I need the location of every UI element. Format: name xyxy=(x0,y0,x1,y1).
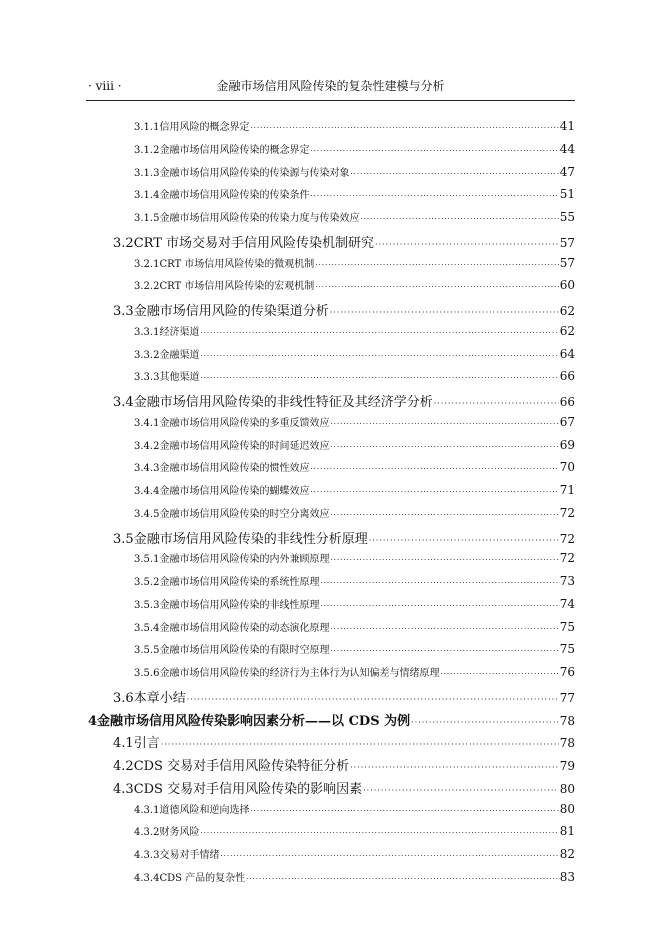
toc-entry-page: 72 xyxy=(559,551,575,565)
dot-leader xyxy=(315,261,558,269)
dot-leader xyxy=(315,283,558,291)
toc-entry-title: 金融市场信用风险传染的非线性分析原理 xyxy=(133,532,368,547)
toc-entry xyxy=(134,186,575,206)
toc-entry-number: 4.3.1 xyxy=(134,805,160,816)
toc-entry xyxy=(134,414,575,434)
dot-leader xyxy=(411,718,559,727)
toc-entry xyxy=(113,528,575,548)
dot-leader xyxy=(320,579,558,587)
toc-entry-number: 3.1.1 xyxy=(134,122,160,133)
dot-leader xyxy=(330,511,558,519)
toc-entry-page: 80 xyxy=(559,782,575,796)
toc-entry-title: 金融市场信用风险传染的传染源与传染对象 xyxy=(159,168,350,179)
toc-entry xyxy=(134,550,575,570)
toc-entry xyxy=(134,459,575,479)
toc-entry-page: 41 xyxy=(559,119,575,133)
toc-entry-number: 3.2.1 xyxy=(134,259,160,270)
toc-entry-title: 金融渠道 xyxy=(159,350,200,361)
toc-entry xyxy=(134,641,575,661)
toc-entry-number: 3.3.2 xyxy=(134,350,160,361)
toc-entry-page: 66 xyxy=(559,369,575,383)
page-number: · viii · xyxy=(88,79,122,93)
toc-entry-title: 经济渠道 xyxy=(159,327,200,338)
toc-entry xyxy=(113,778,575,798)
toc-entry-title: 金融市场信用风险传染的时空分离效应 xyxy=(159,509,330,520)
dot-leader xyxy=(330,647,558,655)
toc-entry xyxy=(134,346,575,366)
toc-entry-title: CRT 市场交易对手信用风险传染机制研究 xyxy=(133,236,374,251)
toc-entry-page: 70 xyxy=(559,460,575,474)
toc-entry-number: 4 xyxy=(88,714,98,729)
toc-entry-number: 3.1.3 xyxy=(134,168,160,179)
toc-entry-number: 3.5.5 xyxy=(134,645,160,656)
dot-leader xyxy=(360,215,558,223)
toc-entry-page: 62 xyxy=(559,304,575,318)
dot-leader xyxy=(310,465,558,473)
toc-entry-title: CRT 市场信用风险传染的微观机制 xyxy=(159,259,315,270)
toc-entry-number: 3.6 xyxy=(113,691,134,706)
toc-entry-number: 3.4.1 xyxy=(134,418,160,429)
toc-entry-page: 79 xyxy=(559,759,575,773)
toc-entry-number: 3.2 xyxy=(113,236,134,251)
toc-entry-page: 75 xyxy=(559,620,575,634)
toc-entry-number: 3.3.3 xyxy=(134,372,160,383)
toc-entry xyxy=(134,368,575,388)
toc-entry-page: 78 xyxy=(559,714,575,728)
dot-leader xyxy=(200,829,558,837)
toc-entry xyxy=(134,482,575,502)
toc-entry xyxy=(134,505,575,525)
toc-entry-number: 3.1.2 xyxy=(134,145,160,156)
toc-entry-number: 4.3.2 xyxy=(134,827,160,838)
dot-leader xyxy=(350,763,559,772)
toc-entry-page: 44 xyxy=(559,142,575,156)
toc-entry xyxy=(134,323,575,343)
header-rule xyxy=(86,100,575,101)
toc-entry-page: 57 xyxy=(559,256,575,270)
toc-entry-page: 64 xyxy=(559,347,575,361)
dot-leader xyxy=(363,786,559,795)
toc-entry-title: 金融市场信用风险传染的传染条件 xyxy=(159,190,310,201)
toc-entry-page: 80 xyxy=(559,802,575,816)
toc-entry xyxy=(134,437,575,457)
toc-entry-page: 72 xyxy=(559,506,575,520)
toc-entry-title: 金融市场信用风险传染影响因素分析——以 CDS 为例 xyxy=(97,714,411,729)
toc-entry-title: 本章小结 xyxy=(133,691,186,706)
toc-entry-title: CDS 产品的复杂性 xyxy=(159,873,246,884)
dot-leader xyxy=(369,536,559,545)
toc-entry-page: 75 xyxy=(559,642,575,656)
toc-entry-number: 3.4.2 xyxy=(134,441,160,452)
book-title: 金融市场信用风险传染的复杂性建模与分析 xyxy=(216,79,445,93)
toc-entry-page: 77 xyxy=(559,691,575,705)
toc-entry-number: 3.5 xyxy=(113,532,134,547)
dot-leader xyxy=(310,488,558,496)
toc-entry xyxy=(134,846,575,866)
toc-entry-title: 金融市场信用风险传染的有限时空原理 xyxy=(159,645,330,656)
toc-entry-title: CDS 交易对手信用风险传染特征分析 xyxy=(133,759,350,774)
toc-entry xyxy=(113,687,575,707)
toc-entry xyxy=(134,255,575,275)
toc-entry-number: 3.5.4 xyxy=(134,623,160,634)
toc-entry xyxy=(134,664,575,684)
toc-entry-number: 3.5.2 xyxy=(134,577,160,588)
toc-entry-number: 4.3 xyxy=(113,782,134,797)
toc-entry xyxy=(134,869,575,889)
toc-entry-page: 55 xyxy=(559,210,575,224)
dot-leader xyxy=(200,352,558,360)
toc-entry-page: 82 xyxy=(559,847,575,861)
toc-entry-title: 交易对手情绪 xyxy=(159,850,220,861)
toc-entry-title: 金融市场信用风险传染的系统性原理 xyxy=(159,577,320,588)
toc-entry-page: 62 xyxy=(559,324,575,338)
toc-entry-title: 金融市场信用风险传染的概念界定 xyxy=(159,145,310,156)
toc-entry xyxy=(134,573,575,593)
toc-entry xyxy=(113,300,575,320)
dot-leader xyxy=(220,852,558,860)
toc-entry-number: 3.5.1 xyxy=(134,554,160,565)
toc-entry-title: 金融市场信用风险传染的动态演化原理 xyxy=(159,623,330,634)
toc-entry-page: 78 xyxy=(559,736,575,750)
toc-entry-number: 3.4.4 xyxy=(134,486,160,497)
toc-entry xyxy=(134,596,575,616)
toc-entry-page: 83 xyxy=(559,870,575,884)
toc-entry-number: 4.3.3 xyxy=(134,850,160,861)
toc-entry-page: 69 xyxy=(559,438,575,452)
toc-entry xyxy=(134,619,575,639)
dot-leader xyxy=(200,374,558,382)
toc-entry-number: 4.3.4 xyxy=(134,873,160,884)
toc-entry-number: 3.4 xyxy=(113,395,134,410)
toc-entry-title: 金融市场信用风险的传染渠道分析 xyxy=(133,304,329,319)
dot-leader xyxy=(161,740,559,749)
toc-entry-page: 51 xyxy=(559,187,575,201)
toc-entry-page: 47 xyxy=(559,165,575,179)
dot-leader xyxy=(434,399,559,408)
dot-leader xyxy=(187,695,559,704)
toc-entry-page: 71 xyxy=(559,483,575,497)
toc-entry-page: 74 xyxy=(559,597,575,611)
dot-leader xyxy=(246,875,559,883)
toc-entry-title: 金融市场信用风险传染的蝴蝶效应 xyxy=(159,486,310,497)
toc-entry xyxy=(113,391,575,411)
toc-entry-page: 67 xyxy=(559,415,575,429)
toc-entry xyxy=(113,755,575,775)
toc-entry xyxy=(134,277,575,297)
dot-leader xyxy=(310,147,558,155)
toc-entry-number: 3.5.3 xyxy=(134,600,160,611)
toc-entry-title: 金融市场信用风险传染的多重反馈效应 xyxy=(159,418,330,429)
toc-entry-title: 其他渠道 xyxy=(159,372,200,383)
toc-entry-title: CRT 市场信用风险传染的宏观机制 xyxy=(159,281,315,292)
toc-entry-number: 3.4.5 xyxy=(134,509,160,520)
toc-entry-title: 道德风险和逆向选择 xyxy=(159,805,250,816)
toc-entry-title: CDS 交易对手信用风险传染的影响因素 xyxy=(133,782,363,797)
toc-entry-number: 3.1.4 xyxy=(134,190,160,201)
toc-entry-number: 4.2 xyxy=(113,759,134,774)
toc-entry-number: 3.5.6 xyxy=(134,668,160,679)
toc-entry-title: 财务风险 xyxy=(159,827,200,838)
dot-leader xyxy=(250,124,558,132)
toc-entry xyxy=(134,209,575,229)
dot-leader xyxy=(330,443,558,451)
toc-entry-title: 金融市场信用风险传染的时间延迟效应 xyxy=(159,441,330,452)
toc-entry-number: 3.3.1 xyxy=(134,327,160,338)
toc-entry-page: 66 xyxy=(559,395,575,409)
toc-entry-page: 57 xyxy=(559,236,575,250)
toc-entry-title: 金融市场信用风险传染的经济行为主体行为认知偏差与情绪原理 xyxy=(159,668,440,679)
toc-entry xyxy=(134,801,575,821)
dot-leader xyxy=(330,420,558,428)
dot-leader xyxy=(350,170,558,178)
toc-entry-title: 引言 xyxy=(133,736,160,751)
dot-leader xyxy=(440,670,558,678)
toc-entry xyxy=(88,710,575,730)
toc-entry-page: 76 xyxy=(559,665,575,679)
toc-entry-number: 3.1.5 xyxy=(134,213,160,224)
toc-entry-title: 金融市场信用风险传染的惯性效应 xyxy=(159,463,310,474)
toc-entry xyxy=(134,164,575,184)
dot-leader xyxy=(375,240,559,249)
dot-leader xyxy=(200,329,558,337)
toc-entry-page: 72 xyxy=(559,532,575,546)
toc-entry-page: 60 xyxy=(559,278,575,292)
toc-entry-page: 73 xyxy=(559,574,575,588)
toc-entry xyxy=(134,823,575,843)
dot-leader xyxy=(320,602,558,610)
dot-leader xyxy=(330,556,558,564)
toc-entry-number: 3.4.3 xyxy=(134,463,160,474)
toc-entry xyxy=(134,141,575,161)
toc-entry-title: 金融市场信用风险传染的内外兼顾原理 xyxy=(159,554,330,565)
toc-entry-title: 金融市场信用风险传染的传染力度与传染效应 xyxy=(159,213,360,224)
dot-leader xyxy=(330,308,559,317)
dot-leader xyxy=(250,807,558,815)
toc-entry xyxy=(134,118,575,138)
toc-entry-number: 4.1 xyxy=(113,736,134,751)
toc-entry xyxy=(113,232,575,252)
running-header xyxy=(88,76,573,96)
toc-entry-number: 3.2.2 xyxy=(134,281,160,292)
toc-entry-title: 信用风险的概念界定 xyxy=(159,122,250,133)
toc-entry xyxy=(113,732,575,752)
dot-leader xyxy=(330,625,558,633)
dot-leader xyxy=(310,192,558,200)
toc-entry-title: 金融市场信用风险传染的非线性原理 xyxy=(159,600,320,611)
toc-entry-title: 金融市场信用风险传染的非线性特征及其经济学分析 xyxy=(133,395,433,410)
toc-entry-number: 3.3 xyxy=(113,304,134,319)
toc-entry-page: 81 xyxy=(559,824,575,838)
